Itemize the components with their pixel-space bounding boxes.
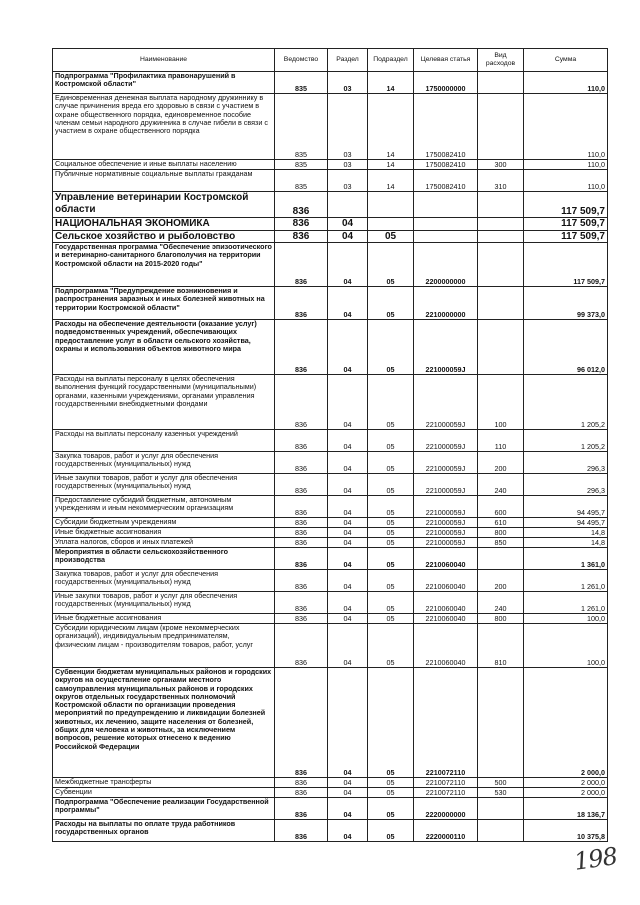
cell-vedomstvo: 836 xyxy=(275,820,328,842)
cell-name: Межбюджетные трансферты xyxy=(53,778,275,788)
cell-podrazdel: 05 xyxy=(368,452,414,474)
table-row xyxy=(53,798,608,820)
cell-razdel: 03 xyxy=(328,170,368,192)
cell-podrazdel: 14 xyxy=(368,94,414,160)
budget-table-page xyxy=(52,48,607,842)
cell-expense-type: 300 xyxy=(478,160,524,170)
header-name: Наименование xyxy=(53,49,275,72)
cell-razdel: 04 xyxy=(328,320,368,375)
cell-expense-type: 800 xyxy=(478,614,524,624)
cell-razdel: 04 xyxy=(328,375,368,430)
cell-target-article: 221000059J xyxy=(414,320,478,375)
cell-sum: 2 000,0 xyxy=(524,788,608,798)
cell-sum: 110,0 xyxy=(524,170,608,192)
table-row xyxy=(53,170,608,192)
cell-target-article xyxy=(414,230,478,243)
cell-name: Предоставление субсидий бюджетным, автономным учреждениям и иным некоммерческим организациям xyxy=(53,496,275,518)
cell-target-article: 2210060040 xyxy=(414,548,478,570)
cell-expense-type xyxy=(478,94,524,160)
table-row xyxy=(53,548,608,570)
cell-vedomstvo: 835 xyxy=(275,170,328,192)
table-row xyxy=(53,243,608,287)
cell-razdel: 04 xyxy=(328,778,368,788)
cell-podrazdel: 05 xyxy=(368,243,414,287)
cell-expense-type: 100 xyxy=(478,375,524,430)
cell-name: Расходы на выплаты персоналу казенных учреждений xyxy=(53,430,275,452)
header-expense-type: Вид расходов xyxy=(478,49,524,72)
cell-sum: 2 000,0 xyxy=(524,778,608,788)
cell-sum: 110,0 xyxy=(524,72,608,94)
cell-razdel: 04 xyxy=(328,614,368,624)
cell-expense-type: 850 xyxy=(478,538,524,548)
cell-expense-type: 600 xyxy=(478,496,524,518)
table-row xyxy=(53,160,608,170)
table-row xyxy=(53,192,608,218)
cell-vedomstvo: 836 xyxy=(275,518,328,528)
cell-expense-type: 310 xyxy=(478,170,524,192)
cell-podrazdel: 05 xyxy=(368,518,414,528)
cell-name: Расходы на обеспечение деятельности (оказание услуг) подведомственных учреждений, обеспечивающих предоставление услуг в области сельского хозяйства, охраны и использования объектов животного мира xyxy=(53,320,275,375)
cell-podrazdel: 05 xyxy=(368,375,414,430)
cell-target-article: 221000059J xyxy=(414,496,478,518)
table-row xyxy=(53,94,608,160)
header-podrazdel: Подраздел xyxy=(368,49,414,72)
cell-target-article: 2220000000 xyxy=(414,798,478,820)
cell-podrazdel xyxy=(368,218,414,231)
cell-podrazdel: 14 xyxy=(368,170,414,192)
cell-vedomstvo: 835 xyxy=(275,160,328,170)
cell-podrazdel: 05 xyxy=(368,668,414,778)
cell-target-article: 1750082410 xyxy=(414,160,478,170)
cell-vedomstvo: 836 xyxy=(275,668,328,778)
header-razdel: Раздел xyxy=(328,49,368,72)
cell-razdel: 04 xyxy=(328,287,368,320)
cell-target-article xyxy=(414,192,478,218)
cell-name: Подпрограмма "Обеспечение реализации Государственной программы" xyxy=(53,798,275,820)
cell-sum: 117 509,7 xyxy=(524,192,608,218)
cell-name: Публичные нормативные социальные выплаты гражданам xyxy=(53,170,275,192)
cell-target-article: 2210072110 xyxy=(414,778,478,788)
cell-vedomstvo: 836 xyxy=(275,496,328,518)
table-row xyxy=(53,218,608,231)
cell-podrazdel: 05 xyxy=(368,624,414,668)
table-row xyxy=(53,624,608,668)
cell-vedomstvo: 836 xyxy=(275,788,328,798)
table-row xyxy=(53,287,608,320)
cell-vedomstvo: 836 xyxy=(275,192,328,218)
cell-vedomstvo: 836 xyxy=(275,798,328,820)
cell-expense-type xyxy=(478,820,524,842)
cell-name: Субсидии бюджетным учреждениям xyxy=(53,518,275,528)
cell-sum: 14,8 xyxy=(524,538,608,548)
cell-razdel: 03 xyxy=(328,72,368,94)
cell-sum: 1 261,0 xyxy=(524,570,608,592)
cell-vedomstvo: 836 xyxy=(275,430,328,452)
cell-expense-type xyxy=(478,72,524,94)
table-row xyxy=(53,788,608,798)
cell-sum: 18 136,7 xyxy=(524,798,608,820)
cell-target-article: 221000059J xyxy=(414,518,478,528)
cell-podrazdel: 05 xyxy=(368,592,414,614)
cell-sum: 10 375,8 xyxy=(524,820,608,842)
cell-name: Субсидии юридическим лицам (кроме некоммерческих организаций), индивидуальным предпринимателям, физическим лицам - производителям товаров, работ, услуг xyxy=(53,624,275,668)
cell-target-article: 2210060040 xyxy=(414,614,478,624)
table-row xyxy=(53,538,608,548)
cell-name: Единовременная денежная выплата народному дружиннику в случае причинения вреда его здоровью в связи с участием в охране общественного порядка, единовременное пособие членам семьи народного дружинника в случае гибели в связи с участием в охране общественного порядка xyxy=(53,94,275,160)
cell-podrazdel: 05 xyxy=(368,614,414,624)
cell-podrazdel: 05 xyxy=(368,548,414,570)
cell-vedomstvo: 836 xyxy=(275,548,328,570)
cell-name: Подпрограмма "Предупреждение возникновения и распространения заразных и иных болезней животных на территории Костромской области" xyxy=(53,287,275,320)
cell-sum: 117 509,7 xyxy=(524,230,608,243)
cell-razdel: 04 xyxy=(328,474,368,496)
cell-sum: 2 000,0 xyxy=(524,668,608,778)
table-row xyxy=(53,230,608,243)
cell-sum: 1 361,0 xyxy=(524,548,608,570)
cell-expense-type xyxy=(478,548,524,570)
cell-target-article: 2210072110 xyxy=(414,788,478,798)
table-row xyxy=(53,452,608,474)
cell-expense-type xyxy=(478,243,524,287)
cell-expense-type xyxy=(478,192,524,218)
cell-vedomstvo: 836 xyxy=(275,230,328,243)
table-row xyxy=(53,375,608,430)
cell-vedomstvo: 836 xyxy=(275,624,328,668)
cell-sum: 100,0 xyxy=(524,614,608,624)
table-header-row xyxy=(53,49,608,72)
table-row xyxy=(53,528,608,538)
cell-sum: 117 509,7 xyxy=(524,243,608,287)
cell-sum: 117 509,7 xyxy=(524,218,608,231)
cell-name: Управление ветеринарии Костромской области xyxy=(53,192,275,218)
cell-target-article: 2210060040 xyxy=(414,624,478,668)
cell-razdel: 03 xyxy=(328,94,368,160)
cell-name: Субвенции бюджетам муниципальных районов и городских округов на осуществление органами местного самоуправления муниципальных районов и городских округов отдельных государственных полномочий Костромской области по организации проведения мероприятий по предупреждению и ликвидации болезней животных, их лечению, защите населения от болезней, общих для человека и животных, за исключением вопросов, решение которых отнесено к ведению Российской Федерации xyxy=(53,668,275,778)
cell-razdel: 04 xyxy=(328,668,368,778)
cell-razdel: 04 xyxy=(328,528,368,538)
cell-vedomstvo: 836 xyxy=(275,218,328,231)
cell-podrazdel: 05 xyxy=(368,287,414,320)
cell-razdel: 04 xyxy=(328,230,368,243)
cell-expense-type: 810 xyxy=(478,624,524,668)
budget-table xyxy=(52,48,608,842)
cell-razdel: 04 xyxy=(328,538,368,548)
cell-target-article: 1750082410 xyxy=(414,94,478,160)
cell-name: Социальное обеспечение и иные выплаты населению xyxy=(53,160,275,170)
cell-expense-type xyxy=(478,798,524,820)
cell-razdel: 04 xyxy=(328,518,368,528)
cell-vedomstvo: 836 xyxy=(275,778,328,788)
cell-target-article: 2200000000 xyxy=(414,243,478,287)
cell-target-article: 221000059J xyxy=(414,474,478,496)
table-row xyxy=(53,592,608,614)
cell-podrazdel: 05 xyxy=(368,788,414,798)
cell-sum: 96 012,0 xyxy=(524,320,608,375)
cell-target-article: 221000059J xyxy=(414,528,478,538)
table-row xyxy=(53,320,608,375)
cell-name: Иные бюджетные ассигнования xyxy=(53,528,275,538)
cell-name: Сельское хозяйство и рыболовство xyxy=(53,230,275,243)
cell-vedomstvo: 836 xyxy=(275,452,328,474)
cell-expense-type xyxy=(478,287,524,320)
cell-vedomstvo: 836 xyxy=(275,538,328,548)
cell-vedomstvo: 836 xyxy=(275,287,328,320)
table-row xyxy=(53,496,608,518)
table-row xyxy=(53,778,608,788)
cell-name: Иные закупки товаров, работ и услуг для обеспечения государственных (муниципальных) нужд xyxy=(53,474,275,496)
cell-name: Иные закупки товаров, работ и услуг для обеспечения государственных (муниципальных) нужд xyxy=(53,592,275,614)
cell-vedomstvo: 836 xyxy=(275,570,328,592)
cell-vedomstvo: 836 xyxy=(275,528,328,538)
cell-razdel: 04 xyxy=(328,798,368,820)
cell-vedomstvo: 836 xyxy=(275,320,328,375)
cell-expense-type: 110 xyxy=(478,430,524,452)
cell-razdel: 04 xyxy=(328,430,368,452)
cell-name: Расходы на выплаты персоналу в целях обеспечения выполнения функций государственными (муниципальными) органами, казенными учреждениями, органами управления государственными внебюджетными фондами xyxy=(53,375,275,430)
table-row xyxy=(53,668,608,778)
cell-target-article: 221000059J xyxy=(414,538,478,548)
cell-name: Государственная программа "Обеспечение эпизоотического и ветеринарно-санитарного благополучия на территории Костромской области на 2015-2020 годы" xyxy=(53,243,275,287)
cell-expense-type: 200 xyxy=(478,570,524,592)
cell-razdel xyxy=(328,192,368,218)
cell-vedomstvo: 836 xyxy=(275,614,328,624)
cell-target-article: 1750000000 xyxy=(414,72,478,94)
table-row xyxy=(53,518,608,528)
cell-name: НАЦИОНАЛЬНАЯ ЭКОНОМИКА xyxy=(53,218,275,231)
cell-podrazdel: 05 xyxy=(368,570,414,592)
cell-sum: 296,3 xyxy=(524,474,608,496)
table-row xyxy=(53,820,608,842)
cell-vedomstvo: 836 xyxy=(275,474,328,496)
handwritten-page-number: 198 xyxy=(572,842,619,876)
cell-razdel: 04 xyxy=(328,788,368,798)
table-row xyxy=(53,430,608,452)
cell-expense-type: 610 xyxy=(478,518,524,528)
cell-expense-type: 530 xyxy=(478,788,524,798)
cell-podrazdel: 05 xyxy=(368,820,414,842)
cell-sum: 14,8 xyxy=(524,528,608,538)
cell-name: Закупка товаров, работ и услуг для обеспечения государственных (муниципальных) нужд xyxy=(53,570,275,592)
cell-target-article: 1750082410 xyxy=(414,170,478,192)
cell-target-article: 221000059J xyxy=(414,375,478,430)
cell-podrazdel: 05 xyxy=(368,430,414,452)
cell-sum: 1 205,2 xyxy=(524,375,608,430)
cell-podrazdel: 05 xyxy=(368,474,414,496)
cell-razdel: 04 xyxy=(328,570,368,592)
cell-podrazdel: 05 xyxy=(368,798,414,820)
cell-target-article xyxy=(414,218,478,231)
header-vedomstvo: Ведомство xyxy=(275,49,328,72)
cell-name: Подпрограмма "Профилактика правонарушений в Костромской области" xyxy=(53,72,275,94)
cell-target-article: 2220000110 xyxy=(414,820,478,842)
cell-podrazdel: 05 xyxy=(368,528,414,538)
cell-podrazdel xyxy=(368,192,414,218)
cell-razdel: 04 xyxy=(328,624,368,668)
cell-sum: 94 495,7 xyxy=(524,518,608,528)
cell-name: Мероприятия в области сельскохозяйственного производства xyxy=(53,548,275,570)
cell-expense-type: 240 xyxy=(478,474,524,496)
header-target-article: Целевая статья xyxy=(414,49,478,72)
cell-razdel: 04 xyxy=(328,218,368,231)
cell-vedomstvo: 836 xyxy=(275,592,328,614)
cell-podrazdel: 14 xyxy=(368,72,414,94)
table-row xyxy=(53,72,608,94)
cell-target-article: 2210000000 xyxy=(414,287,478,320)
cell-expense-type xyxy=(478,668,524,778)
cell-name: Субвенции xyxy=(53,788,275,798)
cell-target-article: 2210072110 xyxy=(414,668,478,778)
table-row xyxy=(53,614,608,624)
cell-expense-type xyxy=(478,320,524,375)
cell-expense-type xyxy=(478,218,524,231)
cell-vedomstvo: 835 xyxy=(275,94,328,160)
cell-vedomstvo: 836 xyxy=(275,243,328,287)
cell-razdel: 04 xyxy=(328,592,368,614)
cell-target-article: 221000059J xyxy=(414,452,478,474)
cell-target-article: 2210060040 xyxy=(414,592,478,614)
table-row xyxy=(53,570,608,592)
cell-sum: 1 261,0 xyxy=(524,592,608,614)
cell-expense-type: 500 xyxy=(478,778,524,788)
table-row xyxy=(53,474,608,496)
cell-name: Уплата налогов, сборов и иных платежей xyxy=(53,538,275,548)
cell-podrazdel: 05 xyxy=(368,538,414,548)
cell-name: Иные бюджетные ассигнования xyxy=(53,614,275,624)
cell-razdel: 04 xyxy=(328,452,368,474)
cell-razdel: 04 xyxy=(328,243,368,287)
cell-sum: 94 495,7 xyxy=(524,496,608,518)
cell-razdel: 04 xyxy=(328,548,368,570)
cell-podrazdel: 05 xyxy=(368,320,414,375)
cell-razdel: 03 xyxy=(328,160,368,170)
cell-target-article: 221000059J xyxy=(414,430,478,452)
cell-vedomstvo: 836 xyxy=(275,375,328,430)
cell-target-article: 2210060040 xyxy=(414,570,478,592)
cell-sum: 100,0 xyxy=(524,624,608,668)
cell-name: Расходы на выплаты по оплате труда работников государственных органов xyxy=(53,820,275,842)
cell-vedomstvo: 835 xyxy=(275,72,328,94)
cell-sum: 110,0 xyxy=(524,160,608,170)
cell-sum: 99 373,0 xyxy=(524,287,608,320)
header-sum: Сумма xyxy=(524,49,608,72)
cell-expense-type xyxy=(478,230,524,243)
cell-podrazdel: 14 xyxy=(368,160,414,170)
cell-name: Закупка товаров, работ и услуг для обеспечения государственных (муниципальных) нужд xyxy=(53,452,275,474)
cell-podrazdel: 05 xyxy=(368,496,414,518)
cell-razdel: 04 xyxy=(328,496,368,518)
cell-sum: 296,3 xyxy=(524,452,608,474)
cell-sum: 110,0 xyxy=(524,94,608,160)
cell-sum: 1 205,2 xyxy=(524,430,608,452)
cell-expense-type: 800 xyxy=(478,528,524,538)
cell-expense-type: 240 xyxy=(478,592,524,614)
cell-expense-type: 200 xyxy=(478,452,524,474)
cell-podrazdel: 05 xyxy=(368,230,414,243)
cell-podrazdel: 05 xyxy=(368,778,414,788)
cell-razdel: 04 xyxy=(328,820,368,842)
